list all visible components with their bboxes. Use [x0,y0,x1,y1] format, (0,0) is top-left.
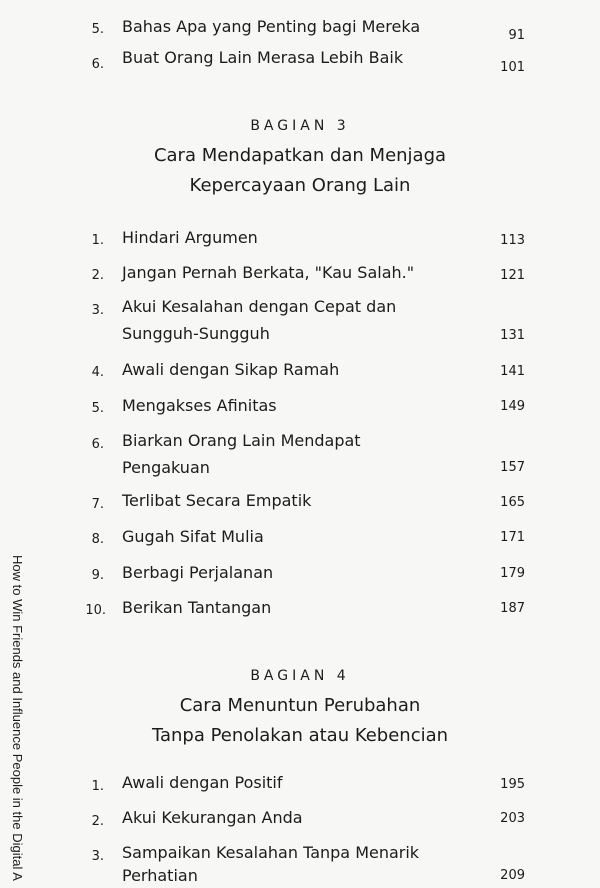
entry-page: 171 [500,530,525,545]
entry-title: Bahas Apa yang Penting bagi Mereka [122,17,421,36]
entry-page: 165 [500,495,525,510]
entry-title-continued: Sungguh-Sungguh [122,324,270,343]
entry-title: Terlibat Secara Empatik [122,491,312,510]
entry-number: 9. [91,568,104,583]
entry-page: 187 [500,601,525,616]
part-label: BAGIAN 4 [250,668,350,684]
entry-number: 1. [91,779,104,794]
entry-page: 91 [508,28,525,43]
entry-title: Jangan Pernah Berkata, "Kau Salah." [122,263,415,282]
part-label: BAGIAN 3 [250,118,350,134]
part-title-line1: Cara Mendapatkan dan Menjaga [153,145,447,166]
entry-page: 101 [500,60,525,75]
entry-number: 10. [85,603,106,618]
entry-title: Biarkan Orang Lain Mendapat [122,431,361,450]
entry-page: 113 [500,233,525,248]
entry-title-continued: Perhatian [122,866,198,885]
entry-title: Awali dengan Sikap Ramah [122,360,340,379]
entry-number: 6. [91,57,104,72]
entry-page: 179 [500,566,525,581]
entry-page: 121 [500,268,525,283]
entry-page: 131 [500,328,525,343]
entry-title: Berikan Tantangan [122,598,272,617]
entry-title: Hindari Argumen [122,228,258,247]
entry-number: 2. [91,814,104,829]
entry-number: 5. [91,401,104,416]
entry-page: 157 [500,460,525,475]
entry-title: Awali dengan Positif [122,773,283,792]
entry-title: Mengakses Afinitas [122,396,277,415]
entry-number: 5. [91,22,104,37]
entry-title: Gugah Sifat Mulia [122,527,264,546]
entry-number: 3. [91,849,104,864]
entry-number: 8. [91,532,104,547]
entry-page: 203 [500,811,525,826]
entry-number: 4. [91,365,104,380]
entry-number: 7. [91,497,104,512]
entry-page: 141 [500,364,525,379]
running-title: How to Win Friends and Influence People in the Digital A [10,555,25,881]
entry-page: 209 [500,868,525,883]
entry-number: 6. [91,437,104,452]
entry-number: 3. [91,303,104,318]
entry-number: 2. [91,268,104,283]
entry-page: 195 [500,777,525,792]
entry-title-continued: Pengakuan [122,458,210,477]
entry-page: 149 [500,399,525,414]
entry-title: Akui Kekurangan Anda [122,808,303,827]
entry-title: Sampaikan Kesalahan Tanpa Menarik [122,843,420,862]
entry-title: Akui Kesalahan dengan Cepat dan [122,297,397,316]
part-title-line1: Cara Menuntun Perubahan [179,695,421,716]
entry-title: Berbagi Perjalanan [122,563,274,582]
entry-number: 1. [91,233,104,248]
entry-title: Buat Orang Lain Merasa Lebih Baik [122,48,404,67]
part-title-line2: Tanpa Penolakan atau Kebencian [151,725,449,746]
part-title-line2: Kepercayaan Orang Lain [189,175,411,196]
